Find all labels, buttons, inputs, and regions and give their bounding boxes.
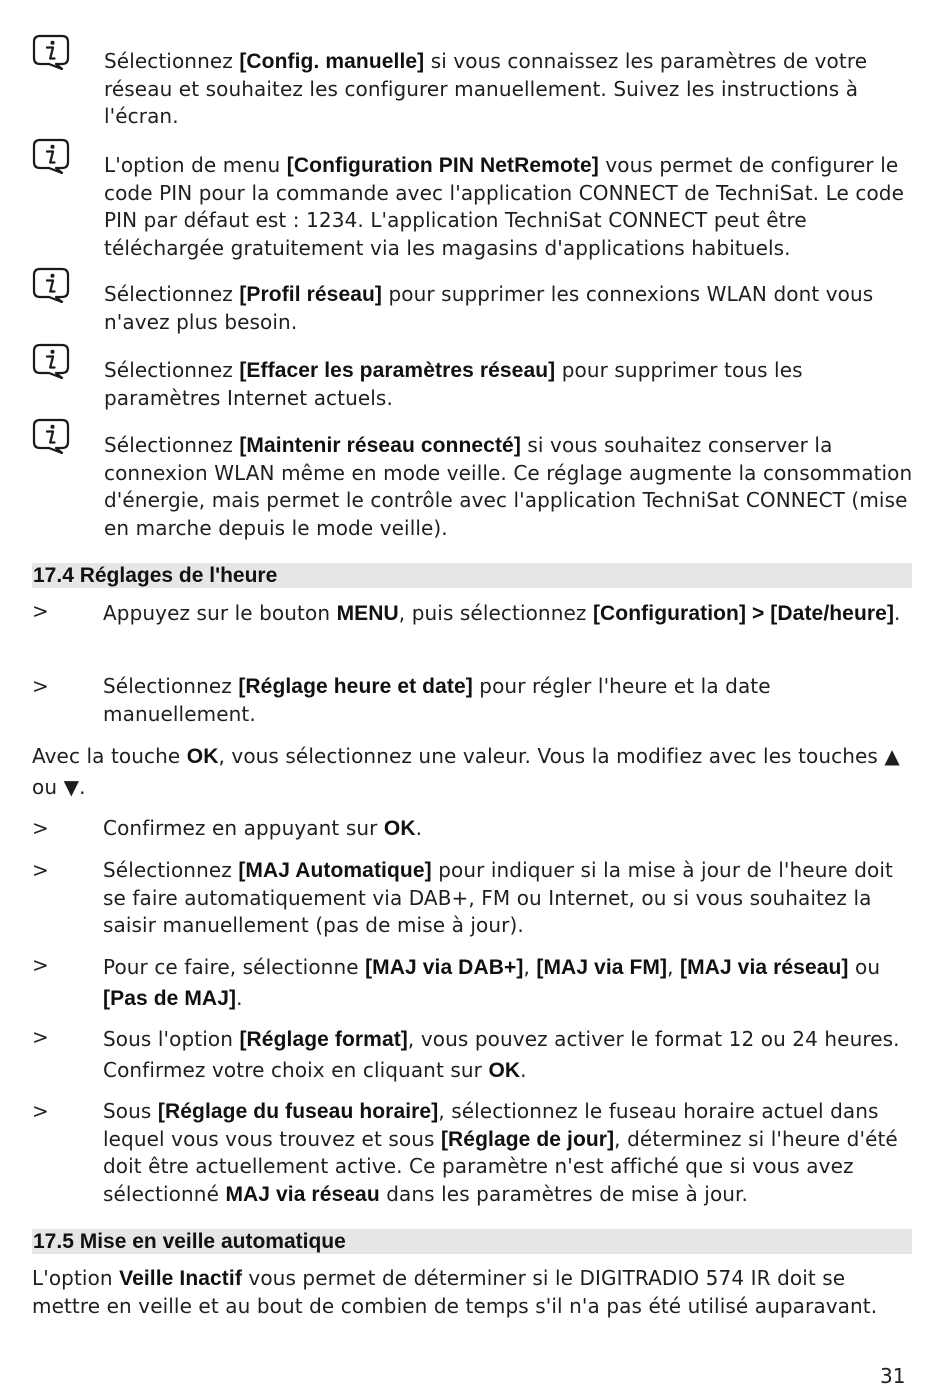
note-text: Sélectionnez [Profil réseau] pour supprimer les connexions WLAN dont vous n'avez plus besoin.	[104, 282, 874, 334]
step-text: Sous [Réglage du fuseau horaire], sélectionnez le fuseau horaire actuel dans lequel vous vous trouvez et sous [Réglage de jour], déterminez si l'heure d'été doit être actuellement active. Ce paramètre n'est affiché que si vous avez sélectionné MAJ via réseau dans les paramètres de mise à jour.	[103, 1099, 898, 1206]
paragraph-veille-inactif: L'option Veille Inactif vous permet de déterminer si le DIGITRADIO 574 IR doit se mettre en veille et au bout de combien de temps s'il n'a pas été utilisé auparavant.	[32, 1266, 878, 1318]
step-arrow: >	[32, 1025, 49, 1049]
arrow-down-icon: ▼	[63, 775, 80, 799]
step-arrow: >	[32, 599, 49, 623]
step-text: Pour ce faire, sélectionne [MAJ via DAB+], [MAJ via FM], [MAJ via réseau] ou [Pas de MAJ].	[103, 955, 881, 1010]
step-text: Sélectionnez [Réglage heure et date] pour régler l'heure et la date manuellement.	[103, 674, 771, 726]
arrow-up-icon: ▲	[884, 744, 900, 768]
paragraph-touche-ok: Avec la touche OK, vous sélectionnez une valeur. Vous la modifiez avec les touches ▲ ou ▼.	[32, 744, 900, 799]
page-number: 31	[880, 1364, 906, 1388]
step-arrow: >	[32, 953, 49, 977]
note-text: L'option de menu [Configuration PIN NetRemote] vous permet de configurer le code PIN pour la commande avec l'application CONNECT de TechniSat. Le code PIN par défaut est : 1234. L'application TechniSat CONNECT peut être téléchargée gratuitement via les magasins d'applications habituels.	[104, 153, 904, 260]
note-text: Sélectionnez [Config. manuelle] si vous connaissez les paramètres de votre réseau et souhaitez les configurer manuellement. Suivez les instructions à l'écran.	[104, 49, 868, 128]
info-icon	[32, 418, 70, 454]
info-icon	[32, 138, 70, 174]
step-text: Sélectionnez [MAJ Automatique] pour indiquer si la mise à jour de l'heure doit se faire automatiquement via DAB+, FM ou Internet, ou si vous souhaitez la saisir manuellement (pas de mise à jour).	[103, 858, 893, 937]
step-arrow: >	[32, 858, 49, 882]
info-icon	[32, 34, 70, 70]
note-text: Sélectionnez [Maintenir réseau connecté] si vous souhaitez conserver la connexion WLAN même en mode veille. Ce réglage augmente la consommation d'énergie, mais permet le contrôle avec l'application TechniSat CONNECT (mise en marche depuis le mode veille).	[104, 433, 913, 540]
step-text: Appuyez sur le bouton MENU, puis sélectionnez [Configuration] > [Date/heure].	[103, 601, 901, 625]
section-heading-mise-en-veille: 17.5 Mise en veille automatique	[32, 1229, 912, 1254]
step-text: Sous l'option [Réglage format], vous pouvez activer le format 12 ou 24 heures. Confirmez votre choix en cliquant sur OK.	[103, 1027, 900, 1082]
step-arrow: >	[32, 816, 49, 840]
section-heading-reglages-heure: 17.4 Réglages de l'heure	[32, 563, 912, 588]
step-arrow: >	[32, 1099, 49, 1123]
step-arrow: >	[32, 674, 49, 698]
step-text: Confirmez en appuyant sur OK.	[103, 816, 423, 840]
note-text: Sélectionnez [Effacer les paramètres réseau] pour supprimer tous les paramètres Internet actuels.	[104, 358, 803, 410]
info-icon	[32, 267, 70, 303]
info-icon	[32, 343, 70, 379]
